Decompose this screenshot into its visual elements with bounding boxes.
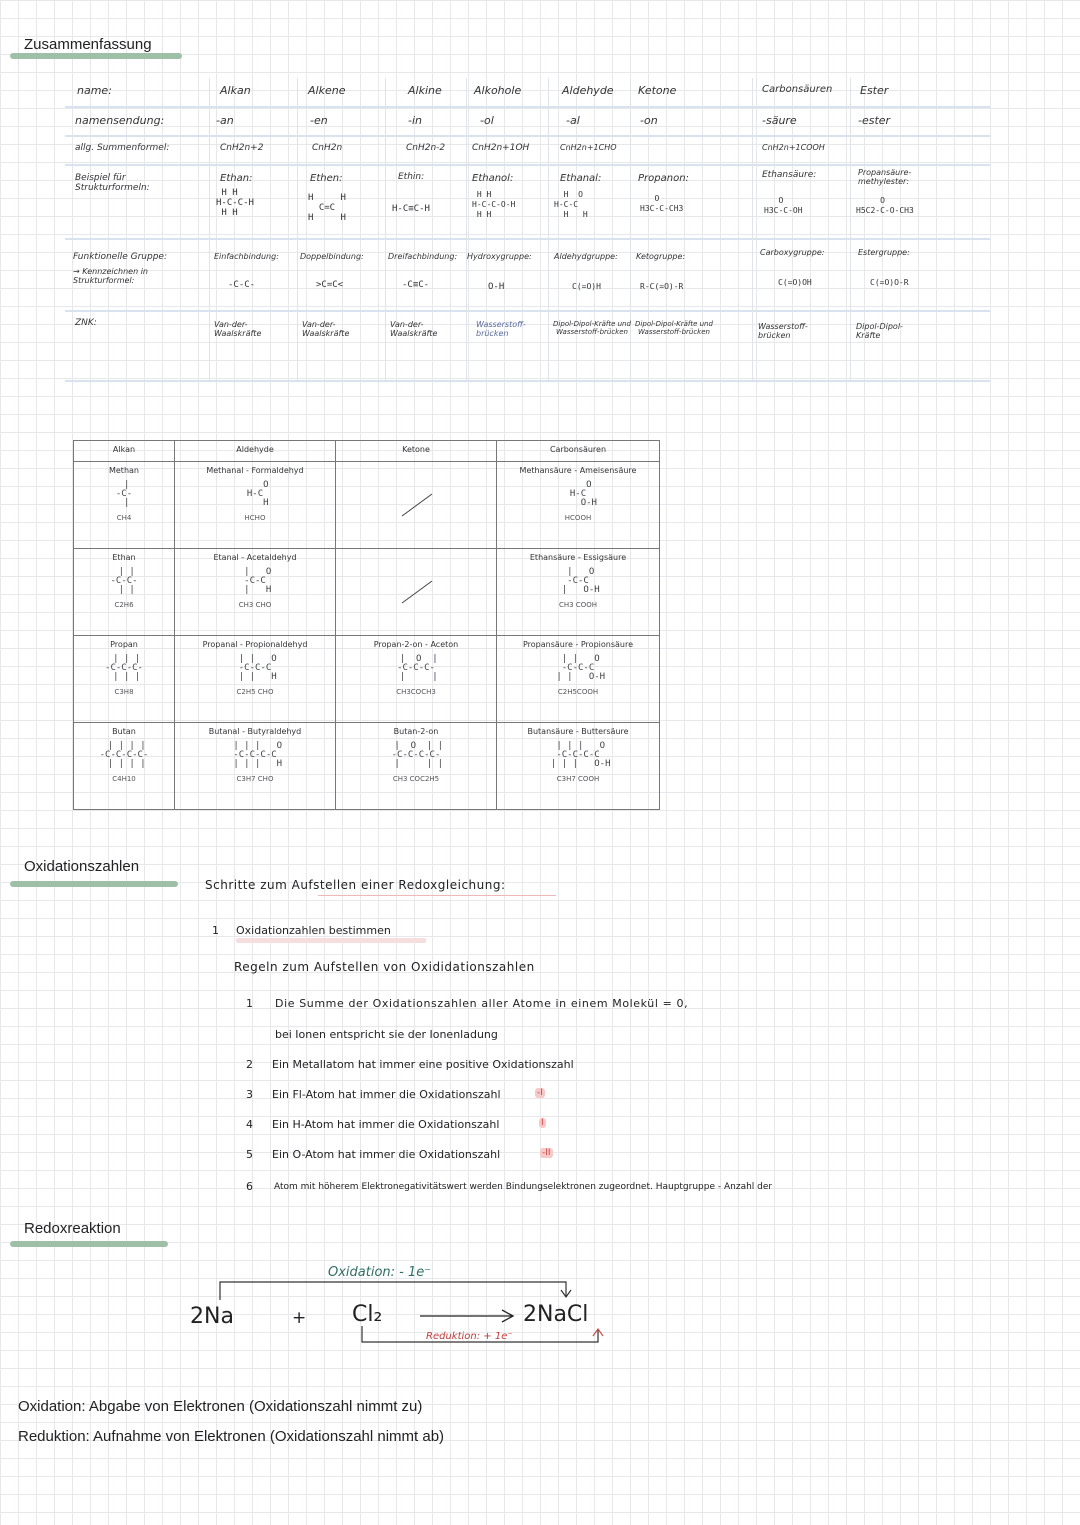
col-alkan-example: Ethan: <box>220 173 253 184</box>
row-label-formula: allg. Summenformel: <box>75 143 170 153</box>
header-alkan: Alkan <box>74 441 175 462</box>
alkan-formula: C3H8 <box>114 688 134 696</box>
structure-propanon: O H3C-C-CH3 <box>640 194 684 213</box>
col-ketone-ending: -on <box>640 114 658 127</box>
table-row <box>74 723 660 810</box>
homologous-table <box>73 440 660 810</box>
alkan-structure: | | | -C-C-C- | | | <box>105 654 143 682</box>
empty-slash-icon <box>398 490 438 520</box>
aldehyd-name: Butanal - Butyraldehyd <box>208 727 302 736</box>
col-ketone-name: Ketone <box>638 84 677 97</box>
table-row <box>74 549 660 636</box>
rule-text: Die Summe der Oxidationszahlen aller Atome in einem Molekül = 0, <box>275 997 689 1010</box>
definition-reduction: Reduktion: Aufnahme von Elektronen (Oxidationszahl nimmt ab) <box>18 1428 445 1445</box>
rule-value: -I <box>537 1088 543 1098</box>
rule-text: Ein Fl-Atom hat immer die Oxidationszahl <box>272 1088 501 1101</box>
col-carbonsaeuren-formula: CnH2n+1COOH <box>762 143 825 152</box>
col-alkohole-formula: CnH2n+1OH <box>472 143 530 153</box>
rule-number: 3 <box>246 1088 253 1101</box>
col-ester-name: Ester <box>860 84 889 97</box>
saeure-formula: HCOOH <box>564 514 592 522</box>
row-label-functional-sub: → Kennzeichnen in Strukturformel: <box>73 267 148 285</box>
steps-title: Schritte zum Aufstellen einer Redoxgleichung: <box>205 878 506 892</box>
rules-title: Regeln zum Aufstellen von Oxididationszahlen <box>234 960 535 974</box>
row-label-examples: Beispiel für Strukturformeln: <box>75 173 150 193</box>
col-ketone-group: Ketogruppe: <box>636 252 686 261</box>
empty-slash-icon <box>398 577 438 607</box>
col-ketone-example: Propanon: <box>638 173 689 184</box>
rule-number: 5 <box>246 1148 253 1161</box>
header-carbonsaeuren: Carbonsäuren <box>497 441 660 462</box>
table-row <box>74 636 660 723</box>
col-ketone-znk: Dipol-Dipol-Kräfte und Wasserstoff-brücken <box>635 320 713 336</box>
rule-text: Ein H-Atom hat immer die Oxidationszahl <box>272 1118 500 1131</box>
col-aldehyde-ending: -al <box>566 114 580 127</box>
reaction-arrow-icon <box>418 1308 518 1324</box>
rule-text: Ein Metallatom hat immer eine positive Oxidationszahl <box>272 1058 574 1071</box>
saeure-name: Butansäure - Buttersäure <box>527 727 629 736</box>
col-alkene-group: Doppelbindung: <box>300 252 364 261</box>
saeure-structure: | | O -C-C-C | | O-H <box>556 654 606 682</box>
structure-ethansaeure: O H3C-C-OH <box>764 196 803 215</box>
alkan-name: Methan <box>108 466 139 475</box>
structure-ethan: H H H-C-C-H H H <box>216 188 254 218</box>
plus-sign: + <box>292 1308 307 1328</box>
col-alkohole-znk: Wasserstoff-brücken <box>476 320 526 338</box>
keton-name: Propan-2-on - Aceton <box>373 640 459 649</box>
aldehyd-name: Propanal - Propionaldehyd <box>202 640 308 649</box>
col-alkan-name: Alkan <box>220 84 251 97</box>
alkan-name: Butan <box>112 727 136 736</box>
col-carbonsaeuren-group-symbol: C(=O)OH <box>778 278 812 287</box>
saeure-formula: C3H7 COOH <box>556 775 600 783</box>
col-alkene-example: Ethen: <box>310 173 343 184</box>
alkan-structure: | -C- | <box>115 480 133 508</box>
section-title-redoxreaktion: Redoxreaktion <box>24 1220 121 1237</box>
step-1-text: Oxidationzahlen bestimmen <box>236 924 391 937</box>
alkan-name: Propan <box>110 640 138 649</box>
saeure-formula: C2H5COOH <box>557 688 599 696</box>
step-1-number: 1 <box>212 924 219 937</box>
col-alkan-ending: -an <box>216 114 234 127</box>
keton-formula: CH3COCH3 <box>396 688 436 696</box>
col-alkene-group-symbol: >C=C< <box>316 280 344 290</box>
col-carbonsaeuren-znk: Wasserstoff-brücken <box>758 322 808 340</box>
structure-ethanol: H H H-C-C-O-H H H <box>472 190 516 219</box>
keton-structure: | O | | -C-C-C-C- | | | <box>391 741 444 769</box>
col-carbonsaeuren-example: Ethansäure: <box>762 170 817 180</box>
saeure-name: Ethansäure - Essigsäure <box>529 553 627 562</box>
header-aldehyde: Aldehyde <box>175 441 336 462</box>
rule-number: 1 <box>246 997 253 1010</box>
rule-value: -II <box>542 1148 551 1158</box>
col-alkan-group: Einfachbindung: <box>214 252 279 261</box>
aldehyd-name: Methanal - Formaldehyd <box>206 466 304 475</box>
col-alkohole-name: Alkohole <box>474 84 522 97</box>
keton-structure: | O | -C-C-C- | | <box>397 654 438 682</box>
rule-number: 2 <box>246 1058 253 1071</box>
col-alkan-formula: CnH2n+2 <box>220 143 264 153</box>
col-alkan-znk: Van-der-Waalskräfte <box>214 320 262 338</box>
col-alkine-name: Alkine <box>408 84 442 97</box>
col-alkohole-group: Hydroxygruppe: <box>467 252 532 261</box>
aldehyd-structure: | | | O -C-C-C-C | | | H <box>233 741 283 769</box>
steps-title-underline <box>318 895 556 896</box>
col-ester-group-symbol: C(=O)O-R <box>870 278 909 287</box>
col-ketone-group-symbol: R-C(=O)-R <box>640 282 684 291</box>
col-ester-example: Propansäure-methylester: <box>858 168 912 186</box>
structure-ethin: H-C≡C-H <box>392 204 430 214</box>
aldehyd-formula: CH3 CHO <box>238 601 272 609</box>
col-aldehyde-formula: CnH2n+1CHO <box>560 143 617 152</box>
keton-name: Butan-2-on <box>393 727 439 736</box>
col-alkene-name: Alkene <box>308 84 346 97</box>
rule-text: bei Ionen entspricht sie der Ionenladung <box>275 1028 498 1041</box>
rule-number: 4 <box>246 1118 253 1131</box>
aldehyd-name: Etanal - Acetaldehyd <box>213 553 297 562</box>
row-label-name: name: <box>77 84 112 97</box>
definition-oxidation: Oxidation: Abgabe von Elektronen (Oxidationszahl nimmt zu) <box>18 1398 423 1415</box>
rule-value: I <box>541 1118 544 1128</box>
col-alkohole-example: Ethanol: <box>472 173 514 184</box>
row-label-ending: namensendung: <box>75 114 165 127</box>
step-1-highlight <box>236 938 426 943</box>
alkan-structure: | | -C-C- | | <box>110 567 138 595</box>
aldehyd-structure: | | O -C-C-C | | H <box>238 654 277 682</box>
structure-ester: O H5C2-C-O-CH3 <box>856 196 914 215</box>
saeure-structure: O H-C O-H <box>569 480 597 508</box>
rule-text: Ein O-Atom hat immer die Oxidationszahl <box>272 1148 501 1161</box>
col-aldehyde-group-symbol: C(=O)H <box>572 282 601 291</box>
col-alkohole-ending: -ol <box>480 114 494 127</box>
saeure-structure: | | | O -C-C-C-C | | | O-H <box>550 741 611 769</box>
aldehyd-formula: C3H7 CHO <box>236 775 274 783</box>
col-alkene-ending: -en <box>310 114 328 127</box>
table-row <box>74 462 660 549</box>
aldehyd-structure: O H-C H <box>246 480 269 508</box>
alkan-formula: CH4 <box>116 514 132 522</box>
aldehyd-formula: C2H5 CHO <box>236 688 274 696</box>
col-ester-ending: -ester <box>858 114 891 127</box>
alkan-name: Ethan <box>112 553 136 562</box>
aldehyd-structure: | O -C-C | H <box>244 567 272 595</box>
alkan-formula: C4H10 <box>112 775 136 783</box>
rule-text: Atom mit höherem Elektronegativitätswert werden Bindungselektronen zugeordnet. Hauptgruppe - Anzahl der <box>274 1182 773 1192</box>
col-alkene-formula: CnH2n <box>312 143 343 153</box>
header-ketone: Ketone <box>336 441 497 462</box>
section-title-oxidationszahlen: Oxidationszahlen <box>24 858 140 875</box>
col-ester-znk: Dipol-Dipol-Kräfte <box>856 322 903 340</box>
row-label-znk: ZNK: <box>75 318 97 328</box>
col-carbonsaeuren-name: Carbonsäuren <box>762 84 833 95</box>
section-title-zusammenfassung: Zusammenfassung <box>24 36 152 53</box>
rule-number: 6 <box>246 1180 253 1193</box>
col-alkine-group: Dreifachbindung: <box>388 252 458 261</box>
col-alkohole-group-symbol: O-H <box>488 282 505 292</box>
col-alkine-ending: -in <box>408 114 422 127</box>
col-aldehyde-example: Ethanal: <box>560 173 602 184</box>
row-label-functional: Funktionelle Gruppe: <box>73 252 167 262</box>
alkan-formula: C2H6 <box>114 601 134 609</box>
structure-ethen: H H C=C H H <box>308 193 346 223</box>
saeure-name: Propansäure - Propionsäure <box>522 640 634 649</box>
col-carbonsaeuren-ending: -säure <box>762 114 797 127</box>
col-aldehyde-znk: Dipol-Dipol-Kräfte und Wasserstoff-brücken <box>553 320 631 336</box>
structure-ethanal: H O H-C-C H H <box>554 190 588 219</box>
col-alkan-group-symbol: -C-C- <box>228 280 256 290</box>
reactant-na: 2Na <box>190 1304 234 1329</box>
col-ester-group: Estergruppe: <box>858 248 910 257</box>
oxidation-label: Oxidation: - 1e⁻ <box>328 1265 432 1280</box>
col-carbonsaeuren-group: Carboxygruppe: <box>760 248 825 257</box>
saeure-name: Methansäure - Ameisensäure <box>519 466 637 475</box>
reduction-label: Reduktion: + 1e⁻ <box>426 1331 513 1342</box>
col-alkine-formula: CnH2n-2 <box>406 143 446 153</box>
col-aldehyde-group: Aldehydgruppe: <box>554 252 618 261</box>
col-alkine-znk: Van-der-Waalskräfte <box>390 320 438 338</box>
reactant-cl2: Cl₂ <box>352 1302 383 1327</box>
saeure-formula: CH3 COOH <box>558 601 597 609</box>
alkan-structure: | | | | -C-C-C-C- | | | | <box>99 741 149 769</box>
col-alkene-znk: Van-der-Waalskräfte <box>302 320 350 338</box>
aldehyd-formula: HCHO <box>244 514 266 522</box>
product-nacl: 2NaCl <box>523 1302 589 1327</box>
col-alkine-example: Ethin: <box>398 172 425 182</box>
keton-formula: CH3 COC2H5 <box>392 775 440 783</box>
saeure-structure: | O -C-C | O-H <box>561 567 600 595</box>
col-alkine-group-symbol: -C≡C- <box>402 280 430 290</box>
col-aldehyde-name: Aldehyde <box>562 84 614 97</box>
